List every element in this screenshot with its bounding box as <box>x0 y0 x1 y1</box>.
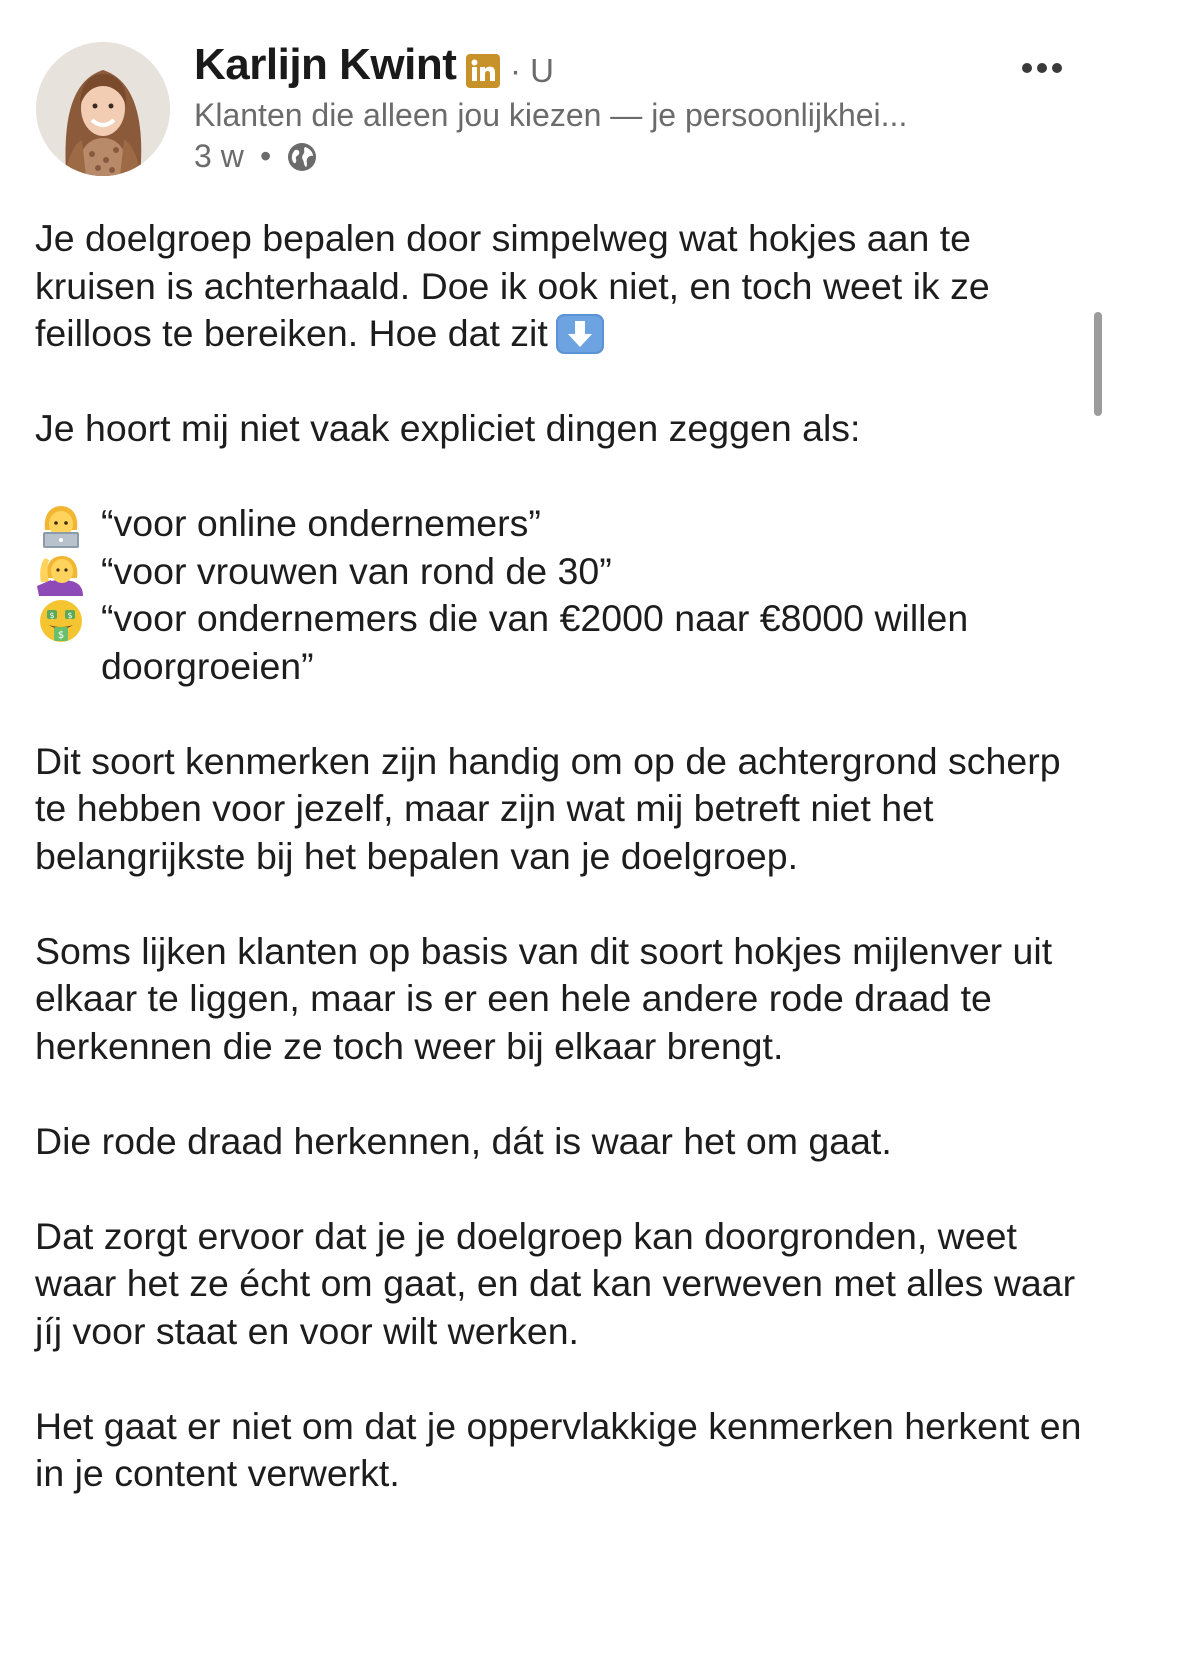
list-item-text: “voor ondernemers die van €2000 naar €8000 willen doorgroeien” <box>101 597 969 687</box>
linkedin-premium-icon <box>466 54 500 88</box>
paragraph-5: Die rode draad herkennen, dát is waar het om gaat. <box>35 1119 892 1162</box>
paragraph-2: Je hoort mij niet vaak expliciet dingen zeggen als: <box>35 407 861 449</box>
paragraph-gap <box>35 358 1095 406</box>
paragraph-gap <box>35 690 1095 738</box>
paragraph-gap <box>35 1355 1095 1403</box>
author-name[interactable]: Karlijn Kwint <box>194 40 457 89</box>
svg-text:$: $ <box>49 611 55 620</box>
globe-icon <box>286 141 318 173</box>
woman-raising-hand-emoji <box>35 548 87 596</box>
connection-degree: · U <box>510 52 554 89</box>
list-item <box>35 595 1095 690</box>
paragraph-gap <box>35 880 1095 928</box>
paragraph-intro <box>35 215 1095 358</box>
post-time: 3 w <box>194 138 244 174</box>
woman-technologist-emoji <box>35 500 87 548</box>
paragraph-intro-text: Je doelgroep bepalen door simpelweg wat hokjes aan te kruisen is achterhaald. Doe ik ook niet, en toch weet ik ze feilloos te bereiken. Hoe dat zit <box>35 217 990 354</box>
list-item-text: “voor vrouwen van rond de 30” <box>101 549 612 592</box>
avatar-photo <box>36 42 170 176</box>
author-headline: Klanten die alleen jou kiezen — je persoonlijkhei... <box>194 97 908 133</box>
meta-separator: • <box>260 138 272 174</box>
paragraph-7: Het gaat er niet om dat je oppervlakkige kenmerken herkent en in je content verwerkt. <box>35 1404 1082 1494</box>
down-arrow-emoji <box>554 314 606 354</box>
more-options-button[interactable] <box>1014 50 1070 86</box>
list-item <box>35 500 1095 548</box>
svg-text:$: $ <box>57 630 65 641</box>
paragraph-3: Dit soort kenmerken zijn handig om op de achtergrond scherp te hebben voor jezelf, maar zijn wat mij betreft niet het belangrijkste bij het bepalen van je doelgroep. <box>35 739 1061 877</box>
money-mouth-face-emoji <box>35 595 87 643</box>
author-avatar[interactable] <box>36 42 170 176</box>
paragraph-gap <box>35 1165 1095 1213</box>
paragraph-4: Soms lijken klanten op basis van dit soort hokjes mijlenver uit elkaar te liggen, maar is er een hele andere rode draad te herkennen die ze toch weer bij elkaar brengt. <box>35 929 1053 1067</box>
list-item-text: “voor online ondernemers” <box>101 502 541 544</box>
post-body <box>35 215 1095 1498</box>
post-header <box>0 0 1179 200</box>
scrollbar-thumb[interactable] <box>1094 312 1102 416</box>
more-options-icon <box>1014 50 1070 86</box>
svg-text:$: $ <box>67 611 73 620</box>
paragraph-6: Dat zorgt ervoor dat je je doelgroep kan doorgronden, weet waar het ze écht om gaat, en dat kan verweven met alles waar jíj voor staat en voor wilt werken. <box>35 1214 1076 1352</box>
list-item <box>35 548 1095 596</box>
paragraph-gap <box>35 1070 1095 1118</box>
paragraph-gap <box>35 453 1095 501</box>
